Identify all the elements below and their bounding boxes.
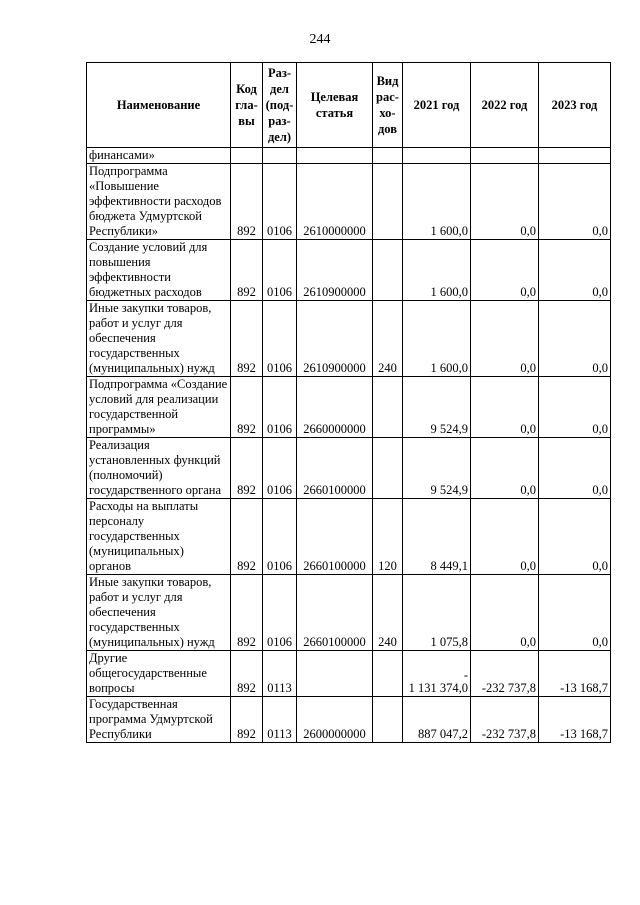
row-2021: 9 524,9: [403, 438, 471, 499]
row-celevaya: 2660000000: [297, 377, 373, 438]
row-kod: 892: [231, 301, 263, 377]
table-row: [87, 499, 611, 575]
row-2021: 8 449,1: [403, 499, 471, 575]
header-kod: Код гла- вы: [231, 63, 263, 148]
row-2023: [539, 148, 611, 164]
row-razdel: 0106: [263, 301, 297, 377]
header-celevaya: Целевая статья: [297, 63, 373, 148]
table-row: [87, 148, 611, 164]
row-name: Подпрограмма «Повышение эффективности расходов бюджета Удмуртской Республики»: [87, 164, 231, 240]
header-vid: Вид рас- хо- дов: [373, 63, 403, 148]
row-2021: 1 600,0: [403, 240, 471, 301]
row-celevaya: 2610000000: [297, 164, 373, 240]
row-celevaya: 2660100000: [297, 575, 373, 651]
row-razdel: 0106: [263, 377, 297, 438]
row-razdel: 0106: [263, 575, 297, 651]
table-row: [87, 377, 611, 438]
row-razdel: 0106: [263, 240, 297, 301]
row-razdel: 0106: [263, 164, 297, 240]
row-name: Реализация установленных функций (полномочий) государственного органа: [87, 438, 231, 499]
row-2022: 0,0: [471, 301, 539, 377]
row-2022: 0,0: [471, 438, 539, 499]
table-row: [87, 164, 611, 240]
row-2021: 9 524,9: [403, 377, 471, 438]
header-2022: 2022 год: [471, 63, 539, 148]
row-kod: 892: [231, 438, 263, 499]
row-2021: 1 600,0: [403, 164, 471, 240]
row-name: Иные закупки товаров, работ и услуг для обеспечения государственных (муниципальных) нужд: [87, 301, 231, 377]
row-2022: 0,0: [471, 377, 539, 438]
row-2023: 0,0: [539, 164, 611, 240]
row-2021: [403, 651, 471, 697]
row-2023: 0,0: [539, 301, 611, 377]
row-celevaya: [297, 148, 373, 164]
table-row: [87, 697, 611, 743]
header-row: [87, 63, 611, 148]
header-2023: 2023 год: [539, 63, 611, 148]
row-2021-dash: -: [463, 668, 468, 682]
row-celevaya: 2610900000: [297, 240, 373, 301]
row-kod: 892: [231, 164, 263, 240]
row-kod: 892: [231, 240, 263, 301]
row-2023: 0,0: [539, 240, 611, 301]
row-2022: -232 737,8: [471, 697, 539, 743]
table-row: [87, 575, 611, 651]
row-2021-value: 1 131 374,0: [408, 681, 468, 695]
row-vid: [373, 438, 403, 499]
row-2021: [403, 148, 471, 164]
row-name: Создание условий для повышения эффективности бюджетных расходов: [87, 240, 231, 301]
row-razdel: 0113: [263, 697, 297, 743]
row-vid: [373, 651, 403, 697]
row-kod: 892: [231, 499, 263, 575]
row-2021: 887 047,2: [403, 697, 471, 743]
table-row: [87, 651, 611, 697]
row-kod: 892: [231, 377, 263, 438]
table-row: [87, 240, 611, 301]
row-2023: -13 168,7: [539, 697, 611, 743]
header-2021: 2021 год: [403, 63, 471, 148]
row-razdel: 0106: [263, 499, 297, 575]
row-2023: 0,0: [539, 499, 611, 575]
budget-table: [86, 62, 611, 743]
row-vid: 240: [373, 301, 403, 377]
row-name: Иные закупки товаров, работ и услуг для обеспечения государственных (муниципальных) нужд: [87, 575, 231, 651]
row-2022: -232 737,8: [471, 651, 539, 697]
row-vid: [373, 377, 403, 438]
row-name: Другие общегосударственные вопросы: [87, 651, 231, 697]
row-2022: [471, 148, 539, 164]
row-kod: 892: [231, 651, 263, 697]
row-vid: [373, 164, 403, 240]
row-razdel: 0106: [263, 438, 297, 499]
row-razdel: [263, 148, 297, 164]
row-2023: 0,0: [539, 438, 611, 499]
row-2022: 0,0: [471, 499, 539, 575]
row-vid: [373, 240, 403, 301]
row-2021: 1 075,8: [403, 575, 471, 651]
row-name: Расходы на выплаты персоналу государственных (муниципальных) органов: [87, 499, 231, 575]
row-vid: [373, 148, 403, 164]
row-vid: [373, 697, 403, 743]
table-row: [87, 301, 611, 377]
row-2023: 0,0: [539, 575, 611, 651]
row-2023: 0,0: [539, 377, 611, 438]
page-number: 244: [309, 32, 331, 47]
row-kod: 892: [231, 697, 263, 743]
row-kod: 892: [231, 575, 263, 651]
row-razdel: 0113: [263, 651, 297, 697]
header-razdel: Раз- дел (под- раз- дел): [263, 63, 297, 148]
table-row: [87, 438, 611, 499]
row-celevaya: 2610900000: [297, 301, 373, 377]
row-kod: [231, 148, 263, 164]
row-name: Подпрограмма «Создание условий для реализации государственной программы»: [87, 377, 231, 438]
row-celevaya: 2660100000: [297, 438, 373, 499]
row-vid: 240: [373, 575, 403, 651]
row-2021: 1 600,0: [403, 301, 471, 377]
row-name: Государственная программа Удмуртской Республики: [87, 697, 231, 743]
row-2022: 0,0: [471, 240, 539, 301]
row-name: финансами»: [87, 148, 231, 164]
row-celevaya: [297, 651, 373, 697]
row-celevaya: 2600000000: [297, 697, 373, 743]
header-name: Наименование: [87, 63, 231, 148]
row-2022: 0,0: [471, 575, 539, 651]
row-vid: 120: [373, 499, 403, 575]
row-2023: -13 168,7: [539, 651, 611, 697]
row-2022: 0,0: [471, 164, 539, 240]
row-celevaya: 2660100000: [297, 499, 373, 575]
